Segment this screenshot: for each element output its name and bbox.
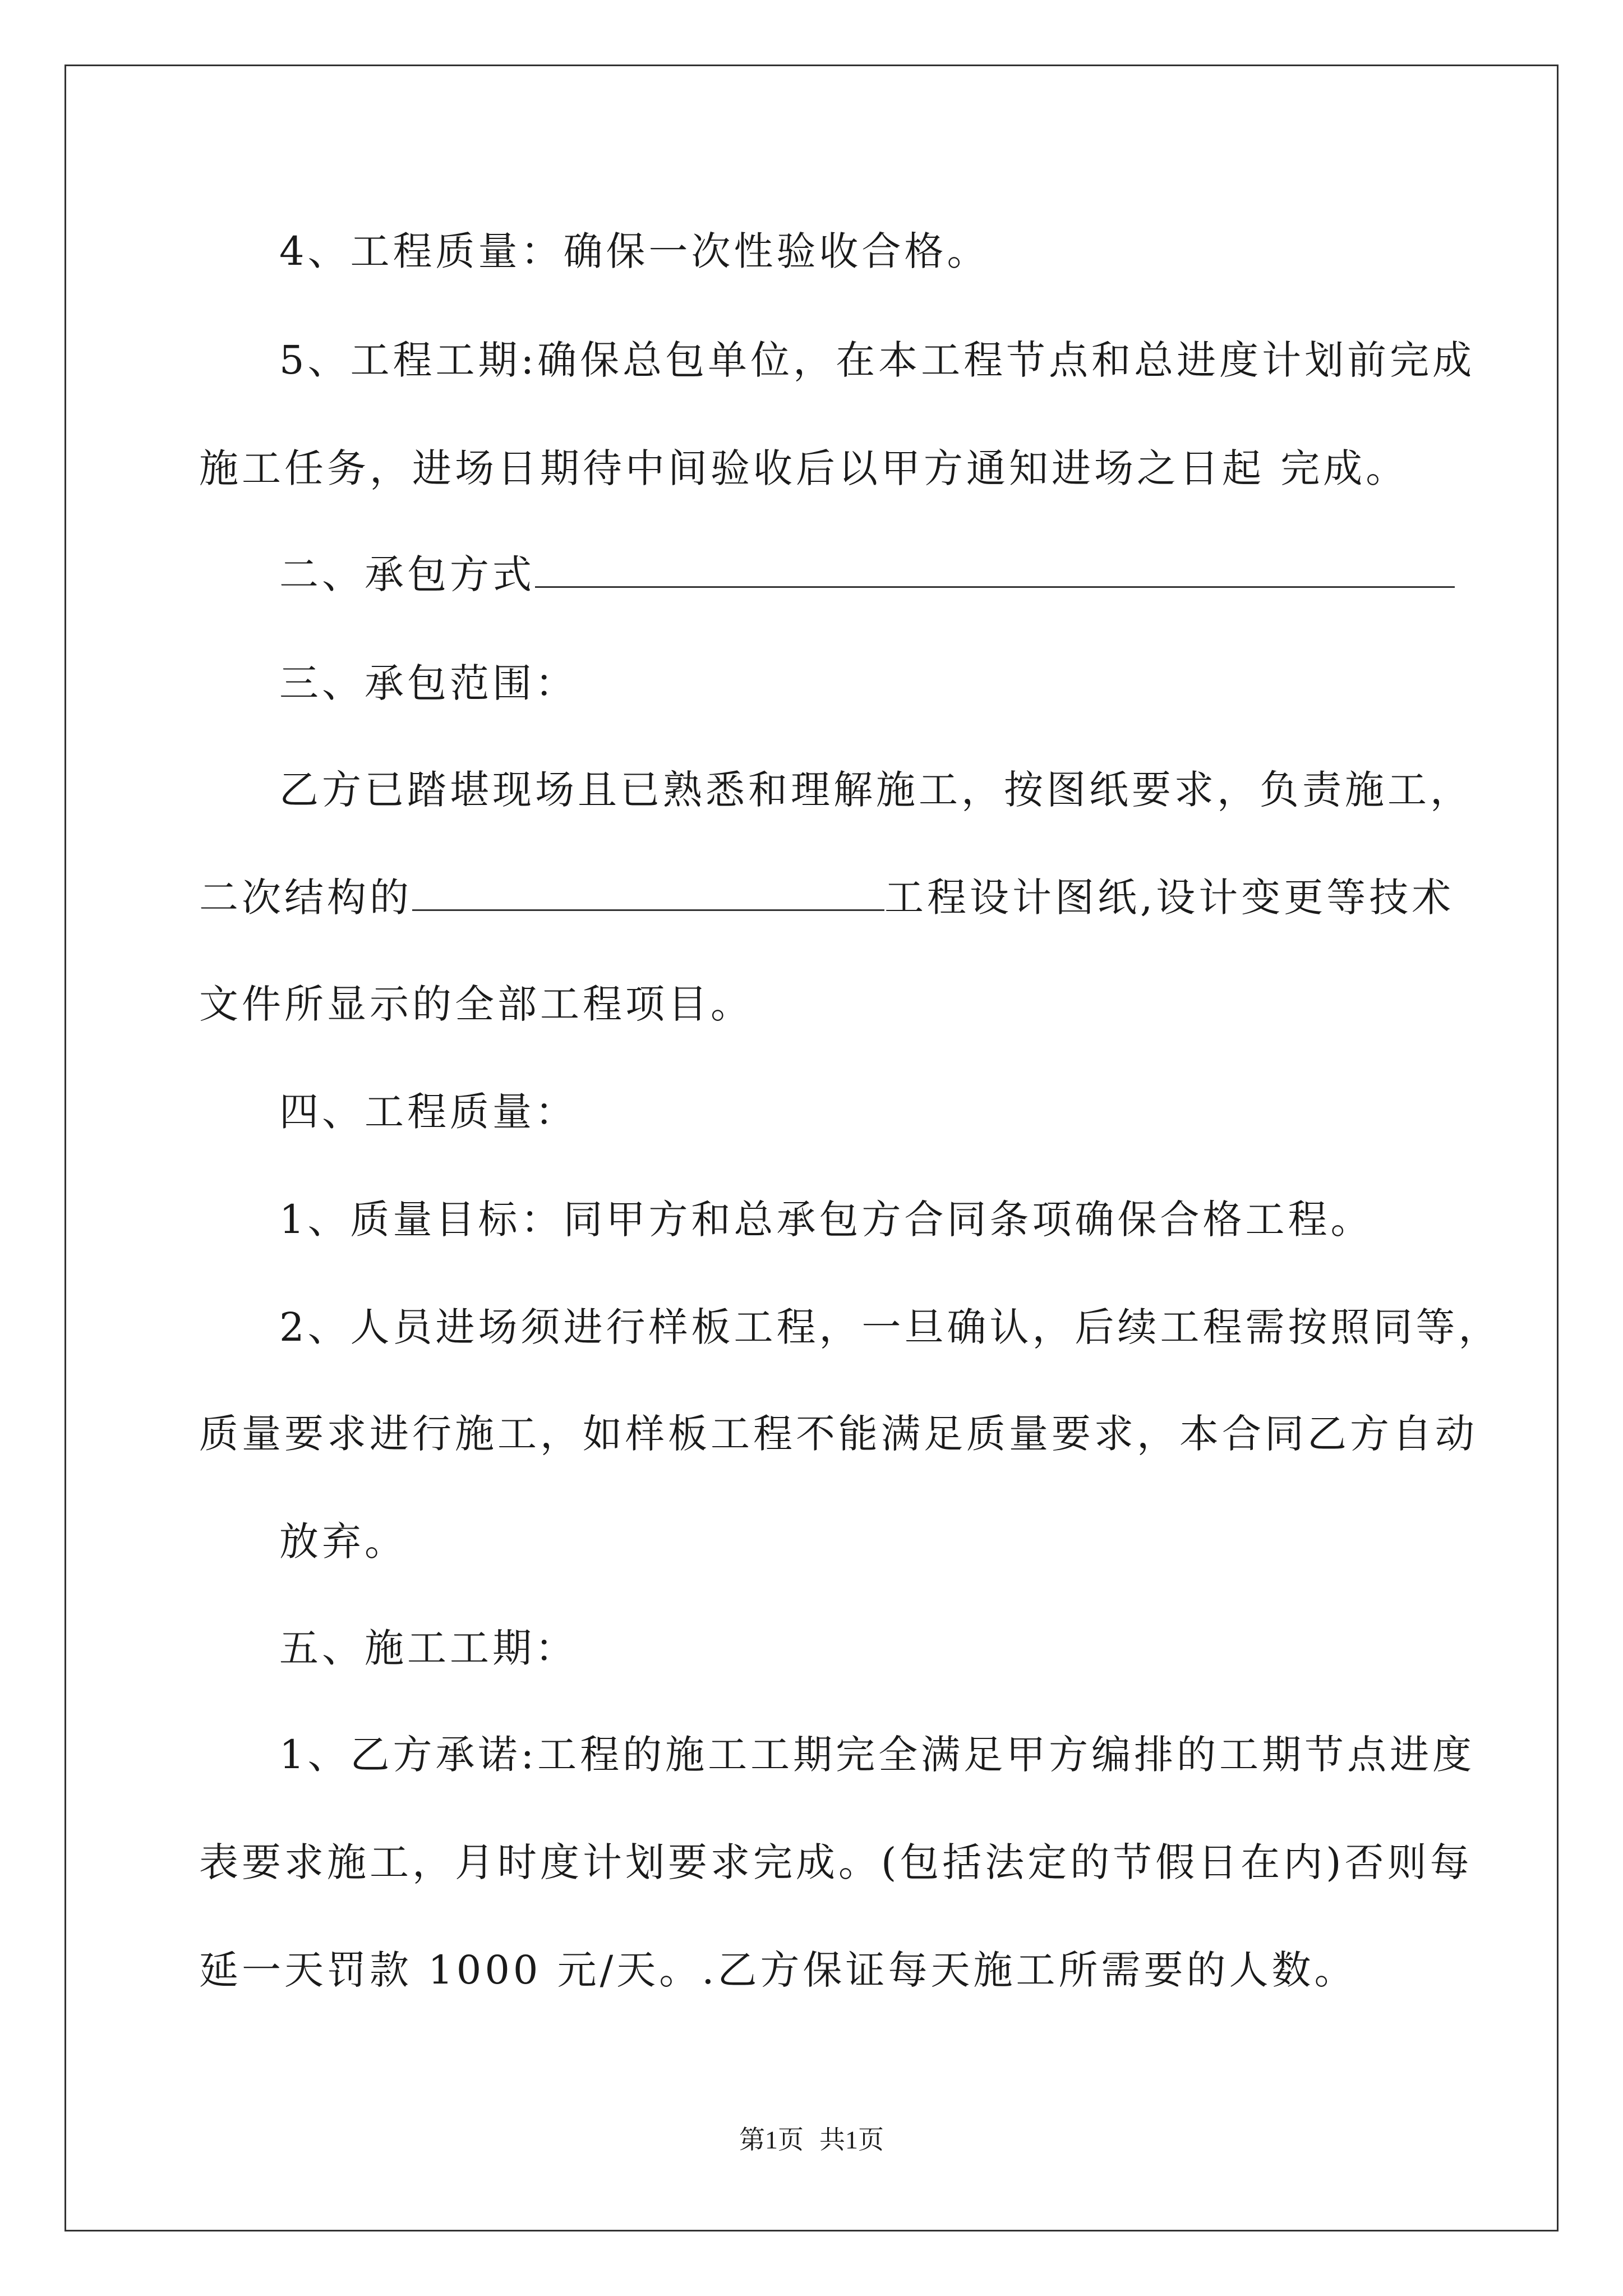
scope-line-2-start: 二次结构的 [199,875,412,921]
section-schedule: 五、施工工期： [279,1625,578,1671]
schedule-line-3: 延一天罚款 1000 元/天。.乙方保证每天施工所需要的人数。 [199,1947,1357,1993]
page-border [64,65,1559,2231]
clause-line-2: 5、工程工期:确保总包单位，在本工程节点和总进度计划前完成 [279,337,1476,383]
quality-line-2: 2、人员进场须进行样板工程，一旦确认，后续工程需按照同等， [279,1304,1501,1350]
schedule-line-2: 表要求施工，月时度计划要求完成。(包括法定的节假日在内)否则每 [199,1839,1473,1885]
section-contract-method [279,546,1455,602]
quality-line-1: 1、质量目标：同甲方和总承包方合同条项确保合格工程。 [279,1197,1373,1243]
contract-method-blank [535,547,1455,588]
scope-line-1: 乙方已踏堪现场且已熟悉和理解施工，按图纸要求，负责施工， [279,767,1473,813]
section-contract-scope: 三、承包范围： [279,660,578,706]
section-contract-method-label: 二、承包方式 [279,551,535,597]
section-quality: 四、工程质量： [279,1089,578,1135]
quality-line-4: 放弃。 [279,1519,407,1565]
clause-line-1: 4、工程质量：确保一次性验收合格。 [279,228,990,274]
page-number: 第1页 [739,2125,804,2154]
project-name-blank [412,870,884,911]
clause-line-3: 施工任务，进场日期待中间验收后以甲方通知进场之日起 完成。 [199,445,1409,491]
scope-line-3: 文件所显示的全部工程项目。 [199,981,753,1027]
page-total: 共1页 [819,2125,884,2154]
scope-line-2 [199,869,1454,926]
schedule-line-1: 1、乙方承诺:工程的施工工期完全满足甲方编排的工期节点进度 [279,1732,1476,1778]
quality-line-3: 质量要求进行施工，如样板工程不能满足质量要求，本合同乙方自动 [199,1411,1478,1457]
scope-line-2-end: 工程设计图纸,设计变更等技术 [884,875,1455,921]
page-footer [0,2123,1623,2157]
